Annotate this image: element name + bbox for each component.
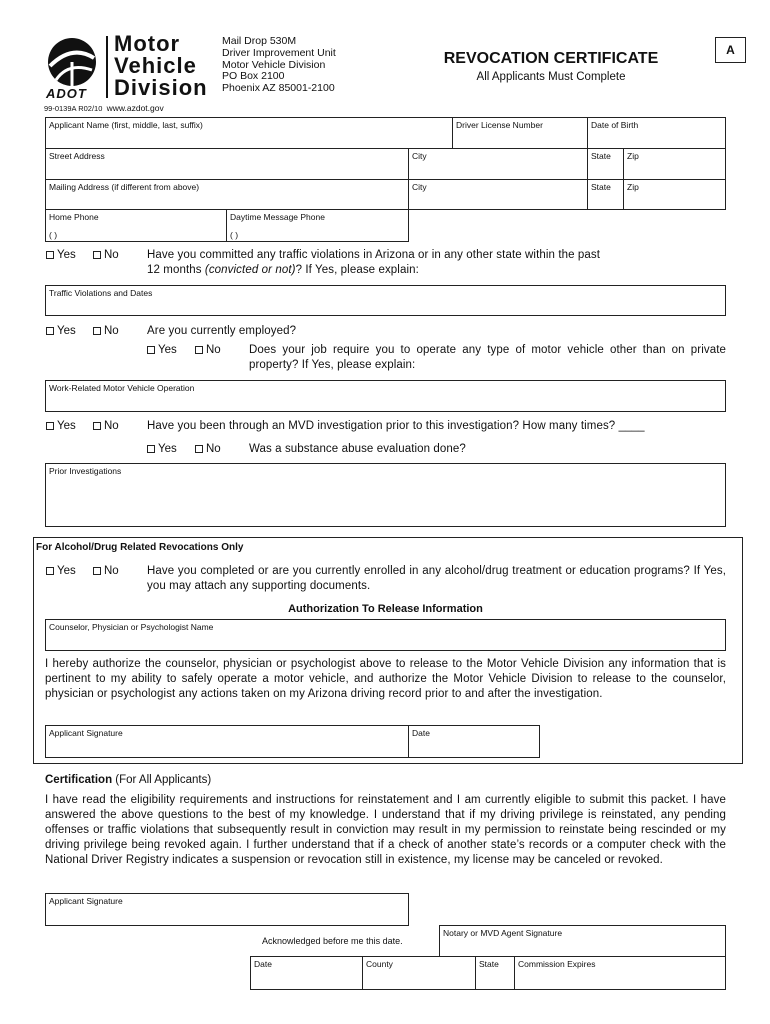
mailing-zip-field[interactable] — [623, 179, 726, 210]
checkbox-label: No — [104, 325, 119, 337]
notary-county-field[interactable] — [362, 956, 476, 990]
checkbox-square-icon — [93, 251, 101, 259]
checkbox-label: No — [104, 420, 119, 432]
address-line: Driver Improvement Unit — [222, 46, 336, 59]
agency-name: ADOT — [46, 86, 87, 101]
checkbox-label: No — [206, 344, 221, 356]
field-label: City — [412, 182, 427, 192]
field-label: Daytime Message Phone — [230, 212, 325, 222]
checkbox-label: Yes — [57, 249, 76, 261]
q3-yes-checkbox[interactable] — [46, 420, 76, 432]
commission-expires-field[interactable] — [514, 956, 726, 990]
certification-title: Certification — [45, 774, 113, 786]
address-line: Phoenix AZ 85001-2100 — [222, 82, 335, 95]
form-number — [44, 103, 164, 113]
state-field[interactable] — [587, 148, 624, 180]
traffic-violations-field[interactable] — [45, 285, 726, 316]
checkbox-square-icon — [147, 445, 155, 453]
checkbox-square-icon — [195, 346, 203, 354]
website-link[interactable]: www.azdot.gov — [106, 103, 164, 113]
form-code-box — [715, 37, 746, 63]
field-label: State — [591, 151, 611, 161]
acknowledged-text: Acknowledged before me this date. — [262, 936, 403, 946]
authorization-text: I hereby authorize the counselor, physician or psychologist above to release to the Motor Vehicle Division any information that is pertinent to my ability to safely operate a motor vehicle, and authorize the Motor Vehicle Division to release to the counselor, physician or psychologist any actions taken on my Arizona driving record prior to and after the investigation. — [45, 658, 726, 700]
field-label: Prior Investigations — [49, 466, 122, 476]
field-label: Driver License Number — [456, 120, 543, 130]
address-line: Mail Drop 530M — [222, 35, 297, 47]
field-label: Date — [412, 728, 430, 738]
zip-field[interactable] — [623, 148, 726, 180]
field-label: County — [366, 959, 393, 969]
q3a-no-checkbox[interactable] — [195, 443, 221, 455]
alcohol-signature-field[interactable] — [45, 725, 409, 758]
field-label: Applicant Signature — [49, 728, 123, 738]
q1-no-checkbox[interactable] — [93, 249, 119, 261]
checkbox-square-icon — [93, 327, 101, 335]
counselor-name-field[interactable] — [45, 619, 726, 651]
area-code-paren: ( ) — [49, 230, 58, 240]
authorization-heading: Authorization To Release Information — [288, 603, 483, 615]
q1-question — [147, 248, 726, 278]
q1-text: Have you committed any traffic violations in Arizona or in any other state within the past — [147, 249, 601, 261]
q1-text-2: 12 months — [147, 264, 205, 276]
alcohol-yes-checkbox[interactable] — [46, 565, 76, 577]
applicant-name-field[interactable] — [45, 117, 453, 149]
notary-state-field[interactable] — [475, 956, 515, 990]
city-field[interactable] — [408, 148, 588, 180]
field-label: Zip — [627, 182, 639, 192]
form-number-code: 99-0139A R02/10 — [44, 104, 103, 113]
address-line: PO Box 2100 — [222, 70, 285, 83]
checkbox-square-icon — [93, 422, 101, 430]
checkbox-label: Yes — [158, 443, 177, 455]
field-label: Zip — [627, 151, 639, 161]
form-code: A — [726, 43, 735, 57]
field-label: Work-Related Motor Vehicle Operation — [49, 383, 195, 393]
page-subtitle: All Applicants Must Complete — [476, 71, 626, 83]
field-label: Traffic Violations and Dates — [49, 288, 153, 298]
q2a-yes-checkbox[interactable] — [147, 344, 177, 356]
address-line: Motor Vehicle Division — [222, 58, 326, 71]
q2-yes-checkbox[interactable] — [46, 325, 76, 337]
field-label: Counselor, Physician or Psychologist Name — [49, 622, 214, 632]
field-label: Mailing Address (if different from above) — [49, 182, 200, 192]
q3-question: Have you been through an MVD investigation prior to this investigation? How many times? ____ — [147, 420, 645, 432]
q1-emphasis: (convicted or not) — [204, 264, 296, 276]
certification-text: I have read the eligibility requirements and instructions for reinstatement and I am currently eligible to submit this packet. I have answered the above questions to the best of my knowledge. I understand that if my driving privilege is reinstated, any pending offenses or traffic violations that subsequently result in conviction may result in my permission to reinstate being rescinded or my driving privilege being revoked again. I further understand that if a check of another state’s records or a computer check with the National Driver Registry indicates a suspension or revocation still in existence, my license may be canceled or revoked. — [45, 794, 726, 866]
certification-heading — [45, 774, 211, 786]
area-code-paren: ( ) — [230, 230, 239, 240]
field-label: Date of Birth — [591, 120, 639, 130]
q1-text-3: ? If Yes, please explain: — [295, 264, 419, 276]
field-label: Home Phone — [49, 212, 99, 222]
page-title: REVOCATION CERTIFICATE — [443, 50, 659, 67]
license-number-field[interactable] — [452, 117, 588, 149]
alcohol-question: Have you completed or are you currently enrolled in any alcohol/drug treatment or education programs? If Yes, you may attach any supporting documents. — [147, 565, 726, 592]
field-label: State — [479, 959, 499, 969]
q1-yes-checkbox[interactable] — [46, 249, 76, 261]
street-address-field[interactable] — [45, 148, 409, 180]
prior-investigations-field[interactable] — [45, 463, 726, 527]
checkbox-label: No — [104, 565, 119, 577]
date-of-birth-field[interactable] — [587, 117, 726, 149]
q3a-yes-checkbox[interactable] — [147, 443, 177, 455]
field-label: City — [412, 151, 427, 161]
checkbox-square-icon — [147, 346, 155, 354]
logo-line-division: Division — [114, 75, 208, 100]
alcohol-date-field[interactable] — [408, 725, 540, 758]
checkbox-label: Yes — [57, 325, 76, 337]
checkbox-label: Yes — [57, 565, 76, 577]
checkbox-label: No — [206, 443, 221, 455]
q2-question: Are you currently employed? — [147, 325, 297, 337]
notary-signature-field[interactable] — [439, 925, 726, 957]
home-phone-field[interactable] — [45, 209, 227, 242]
q2-no-checkbox[interactable] — [93, 325, 119, 337]
field-label: Applicant Name (first, middle, last, suffix) — [49, 120, 203, 130]
q2a-question: Does your job require you to operate any type of motor vehicle other than on private property? If Yes, please explain: — [249, 344, 726, 371]
mailing-city-field[interactable] — [408, 179, 588, 210]
checkbox-label: Yes — [57, 420, 76, 432]
mailing-address-field[interactable] — [45, 179, 409, 210]
q2a-no-checkbox[interactable] — [195, 344, 221, 356]
checkbox-square-icon — [93, 567, 101, 575]
field-label: Street Address — [49, 151, 105, 161]
certification-note: (For All Applicants) — [112, 774, 212, 786]
q3-no-checkbox[interactable] — [93, 420, 119, 432]
alcohol-section-heading: For Alcohol/Drug Related Revocations Only — [36, 542, 244, 553]
logo-divider — [106, 36, 108, 98]
checkbox-label: No — [104, 249, 119, 261]
q3a-question: Was a substance abuse evaluation done? — [249, 443, 466, 455]
checkbox-label: Yes — [158, 344, 177, 356]
field-label: State — [591, 182, 611, 192]
notary-date-field[interactable] — [250, 956, 363, 990]
field-label: Date — [254, 959, 272, 969]
field-label: Notary or MVD Agent Signature — [443, 928, 563, 938]
checkbox-square-icon — [195, 445, 203, 453]
daytime-phone-field[interactable] — [226, 209, 409, 242]
logo-line-motor: Motor — [114, 31, 181, 56]
field-label: Commission Expires — [518, 959, 596, 969]
logo-wordmark — [114, 33, 208, 99]
certification-signature-field[interactable] — [45, 893, 409, 926]
checkbox-square-icon — [46, 422, 54, 430]
work-vehicle-operation-field[interactable] — [45, 380, 726, 412]
mailing-address — [222, 36, 336, 95]
checkbox-square-icon — [46, 327, 54, 335]
checkbox-square-icon — [46, 567, 54, 575]
mailing-state-field[interactable] — [587, 179, 624, 210]
alcohol-no-checkbox[interactable] — [93, 565, 119, 577]
logo-line-vehicle: Vehicle — [114, 53, 197, 78]
field-label: Applicant Signature — [49, 896, 123, 906]
checkbox-square-icon — [46, 251, 54, 259]
